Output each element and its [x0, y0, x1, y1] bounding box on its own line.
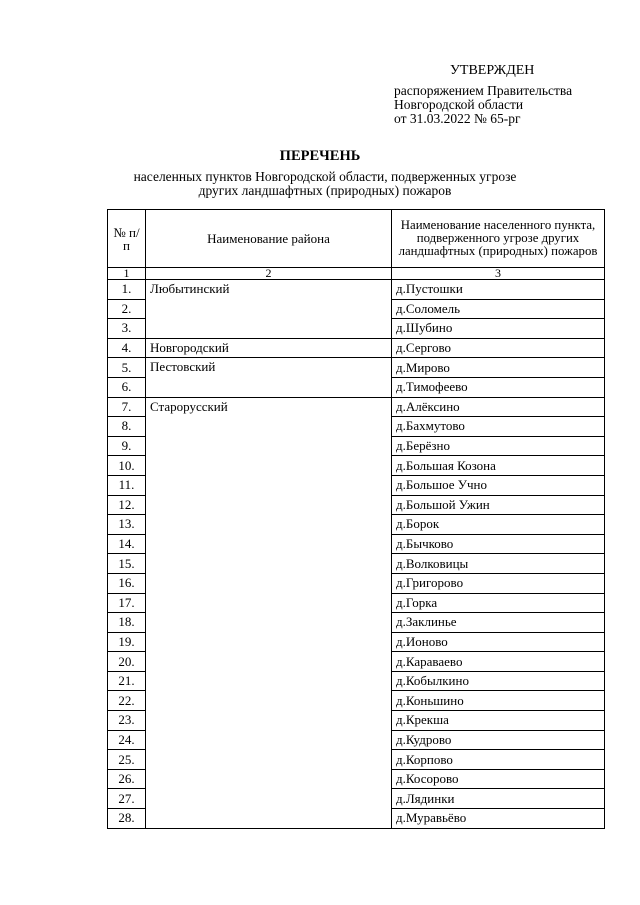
- table-body: [108, 280, 605, 829]
- row-number: 21.: [108, 671, 146, 691]
- settlement-name: д.Большое Учно: [392, 475, 605, 495]
- table-row: [108, 358, 605, 378]
- settlement-name: д.Заклинье: [392, 613, 605, 633]
- settlement-name: д.Мирово: [392, 358, 605, 378]
- settlement-name: д.Ионово: [392, 632, 605, 652]
- settlement-name: д.Пустошки: [392, 280, 605, 300]
- settlement-name: д.Берёзно: [392, 436, 605, 456]
- row-number: 25.: [108, 750, 146, 770]
- row-number: 18.: [108, 613, 146, 633]
- settlement-name: д.Большой Ужин: [392, 495, 605, 515]
- column-index: 3: [392, 268, 605, 280]
- district-name: Новгородский: [146, 338, 392, 358]
- settlement-name: д.Соломель: [392, 299, 605, 319]
- document-subtitle: населенных пунктов Новгородской области, подверженных угрозе других ландшафтных (природных) пожаров: [133, 169, 517, 198]
- row-number: 19.: [108, 632, 146, 652]
- row-number: 8.: [108, 417, 146, 437]
- settlement-name: д.Корпово: [392, 750, 605, 770]
- column-index-row: [108, 268, 605, 280]
- settlement-name: д.Большая Козона: [392, 456, 605, 476]
- settlement-name: д.Сергово: [392, 338, 605, 358]
- settlement-name: д.Бахмутово: [392, 417, 605, 437]
- district-name: Пестовский: [146, 358, 392, 397]
- approval-line: Новгородской области: [394, 97, 524, 112]
- table-row: [108, 338, 605, 358]
- approval-block: [394, 64, 572, 126]
- approval-heading: УТВЕРЖДЕН: [450, 63, 535, 78]
- row-number: 4.: [108, 338, 146, 358]
- settlement-name: д.Кобылкино: [392, 671, 605, 691]
- settlement-name: д.Косорово: [392, 769, 605, 789]
- settlement-name: д.Борок: [392, 515, 605, 535]
- column-index: 1: [108, 268, 146, 280]
- row-number: 26.: [108, 769, 146, 789]
- header-settlement: Наименование населенного пункта, подверженного угрозе других ландшафтных (природных) пожаров: [392, 210, 605, 268]
- row-number: 3.: [108, 319, 146, 339]
- row-number: 1.: [108, 280, 146, 300]
- settlement-name: д.Горка: [392, 593, 605, 613]
- settlement-name: д.Муравьёво: [392, 809, 605, 829]
- row-number: 15.: [108, 554, 146, 574]
- settlement-name: д.Шубино: [392, 319, 605, 339]
- settlement-name: д.Коньшино: [392, 691, 605, 711]
- settlement-name: д.Тимофеево: [392, 377, 605, 397]
- settlement-name: д.Бычково: [392, 534, 605, 554]
- row-number: 10.: [108, 456, 146, 476]
- header-district: Наименование района: [146, 210, 392, 268]
- row-number: 27.: [108, 789, 146, 809]
- row-number: 7.: [108, 397, 146, 417]
- table-header-row: [108, 210, 605, 268]
- row-number: 13.: [108, 515, 146, 535]
- row-number: 5.: [108, 358, 146, 378]
- settlement-name: д.Лядинки: [392, 789, 605, 809]
- row-number: 22.: [108, 691, 146, 711]
- table-row: [108, 397, 605, 417]
- approval-line: распоряжением Правительства: [394, 83, 573, 98]
- district-name: Любытинский: [146, 280, 392, 339]
- row-number: 2.: [108, 299, 146, 319]
- settlement-name: д.Волковицы: [392, 554, 605, 574]
- approval-line: от 31.03.2022 № 65-рг: [394, 111, 521, 126]
- settlement-name: д.Алёксино: [392, 397, 605, 417]
- document-title: ПЕРЕЧЕНЬ: [279, 148, 361, 164]
- row-number: 12.: [108, 495, 146, 515]
- column-index: 2: [146, 268, 392, 280]
- settlement-name: д.Караваево: [392, 652, 605, 672]
- row-number: 28.: [108, 809, 146, 829]
- row-number: 24.: [108, 730, 146, 750]
- table-row: [108, 280, 605, 300]
- settlement-name: д.Кудрово: [392, 730, 605, 750]
- row-number: 20.: [108, 652, 146, 672]
- row-number: 11.: [108, 475, 146, 495]
- settlements-table: [107, 209, 605, 829]
- row-number: 16.: [108, 573, 146, 593]
- settlement-name: д.Крекша: [392, 711, 605, 731]
- header-num: № п/п: [108, 210, 146, 268]
- settlement-name: д.Григорово: [392, 573, 605, 593]
- district-name: Старорусский: [146, 397, 392, 828]
- row-number: 17.: [108, 593, 146, 613]
- row-number: 23.: [108, 711, 146, 731]
- row-number: 9.: [108, 436, 146, 456]
- row-number: 6.: [108, 377, 146, 397]
- row-number: 14.: [108, 534, 146, 554]
